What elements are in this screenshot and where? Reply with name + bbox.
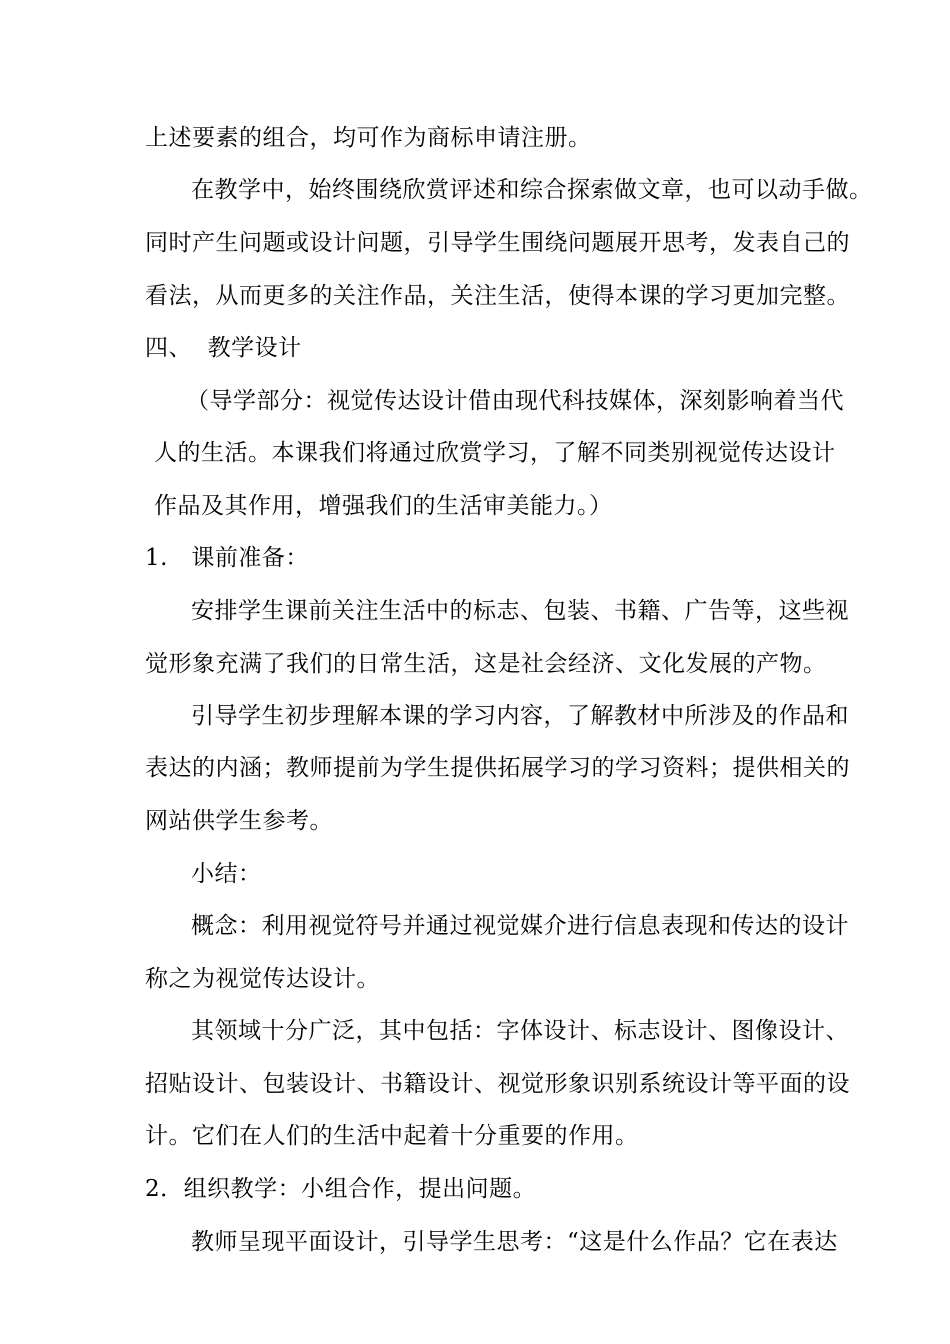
paragraph-line: 网站供学生参考。 (145, 808, 333, 834)
subsection-heading: 2．组织教学：小组合作，提出问题。 (145, 1176, 537, 1202)
paragraph-line: 表达的内涵；教师提前为学生提供拓展学习的学习资料；提供相关的 (145, 755, 850, 781)
paragraph-line: 人的生活。本课我们将通过欣赏学习，了解不同类别视觉传达设计 (154, 440, 836, 466)
paragraph-line: 招贴设计、包装设计、书籍设计、视觉形象识别系统设计等平面的设 (145, 1071, 850, 1097)
paragraph-line: 计。它们在人们的生活中起着十分重要的作用。 (145, 1123, 639, 1149)
paragraph-line: （导学部分：视觉传达设计借由现代科技媒体，深刻影响着当代 (186, 388, 844, 414)
section-heading: 四、 教学设计 (145, 335, 302, 361)
paragraph-line: 概念：利用视觉符号并通过视觉媒介进行信息表现和传达的设计 (191, 913, 849, 939)
paragraph-line: 看法，从而更多的关注作品，关注生活，使得本课的学习更加完整。 (145, 283, 850, 309)
paragraph-line: 教师呈现平面设计，引导学生思考：“这是什么作品？它在表达 (191, 1229, 838, 1255)
paragraph-line: 其领域十分广泛，其中包括：字体设计、标志设计、图像设计、 (191, 1018, 849, 1044)
paragraph-line: 同时产生问题或设计问题，引导学生围绕问题展开思考，发表自己的 (145, 230, 850, 256)
paragraph-line: 引导学生初步理解本课的学习内容，了解教材中所涉及的作品和 (191, 703, 849, 729)
paragraph-line: 安排学生课前关注生活中的标志、包装、书籍、广告等，这些视 (191, 598, 849, 624)
paragraph-line: 在教学中，始终围绕欣赏评述和综合探索做文章，也可以动手做。 (191, 177, 873, 203)
paragraph-line: 作品及其作用，增强我们的生活审美能力。） (154, 493, 613, 519)
paragraph-line: 觉形象充满了我们的日常生活，这是社会经济、文化发展的产物。 (145, 651, 827, 677)
summary-label: 小结： (191, 861, 262, 887)
subsection-heading: 1. 课前准备： (145, 545, 309, 571)
paragraph-line: 上述要素的组合，均可作为商标申请注册。 (145, 125, 592, 151)
paragraph-line: 称之为视觉传达设计。 (145, 966, 380, 992)
